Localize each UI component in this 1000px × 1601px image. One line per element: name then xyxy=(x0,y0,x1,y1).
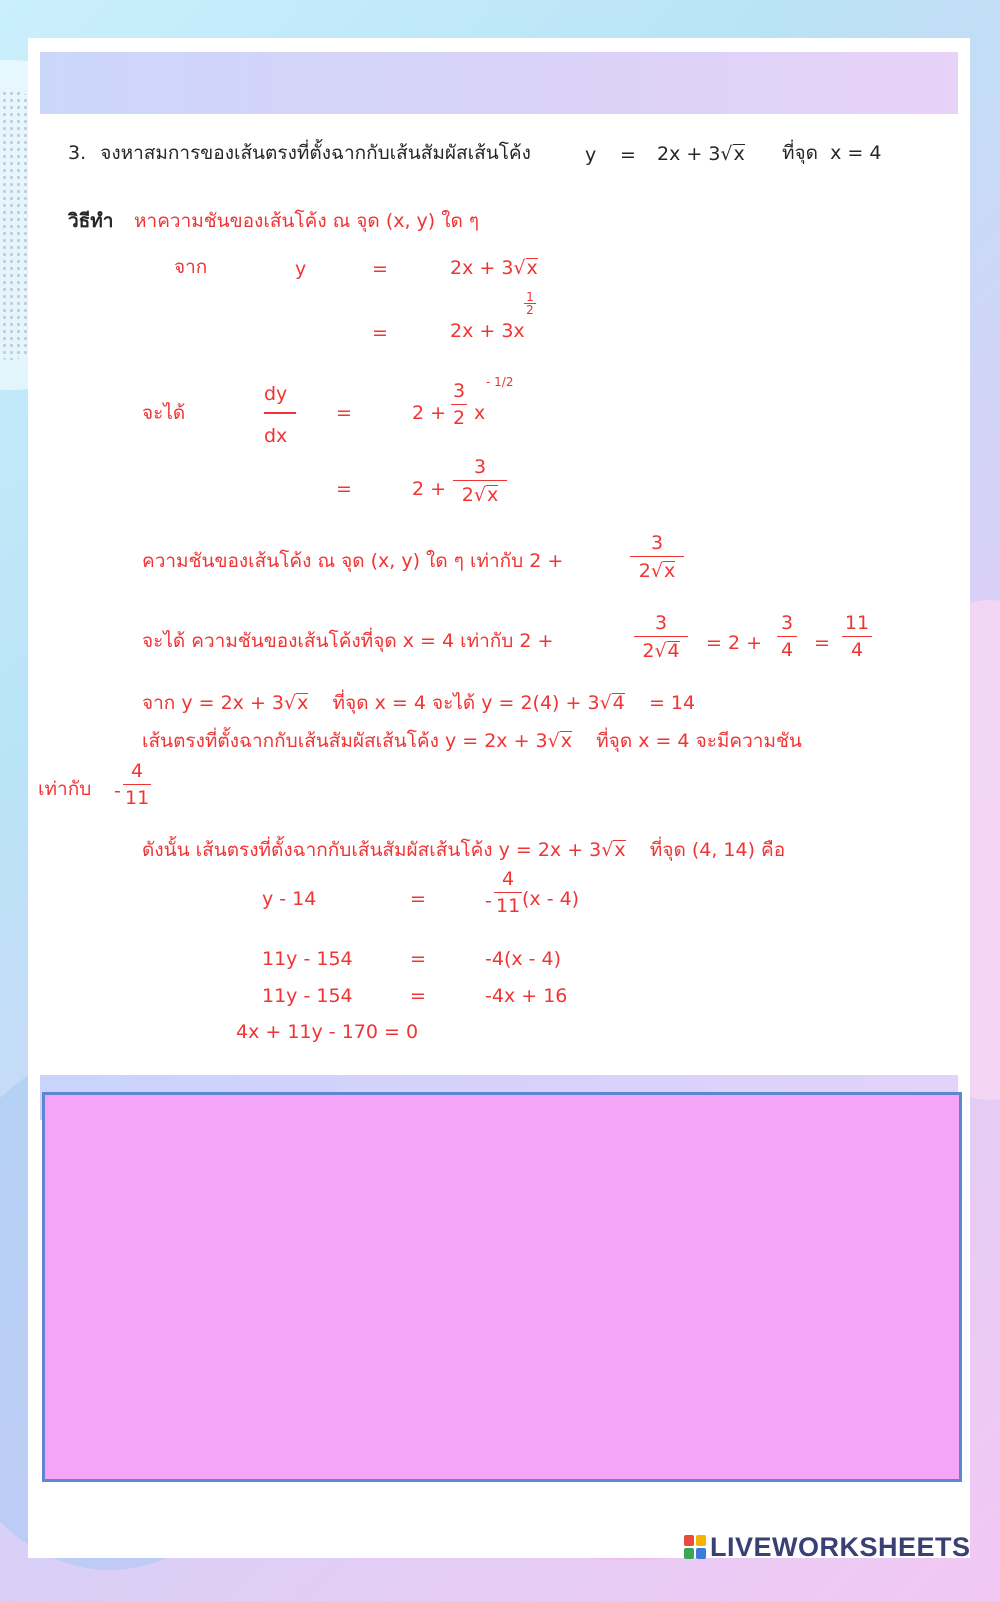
get-label: จะได้ xyxy=(142,402,186,424)
final-equation: 4x + 11y - 170 = 0 xyxy=(236,1021,419,1043)
step-2-lhs: 11y - 154 xyxy=(262,948,353,970)
eq-symbol: = xyxy=(410,948,426,970)
derivative-x: x xyxy=(474,402,486,424)
step-1-lhs: y - 14 xyxy=(262,888,317,910)
fraction-bar xyxy=(264,412,296,414)
derivative-dydx: dy dx xyxy=(264,383,288,447)
derivative-exponent: - 1/2 xyxy=(486,375,514,389)
slope-frac: $\frac{3}{2√x}$ xyxy=(630,534,684,581)
question-text: จงหาสมการของเส้นตรงที่ตั้งฉากกับเส้นสัมผัสเส้นโค้ง xyxy=(100,142,531,164)
slope-at-4-result: $\frac{11}{4}$ xyxy=(842,614,872,660)
derivative-frac: $\frac{3}{2}$ xyxy=(453,380,466,429)
perpendicular-line: เส้นตรงที่ตั้งฉากกับเส้นสัมผัสเส้นโค้ง y = 2x + 3√x ที่จุด x = 4 จะมีความชัน xyxy=(142,730,802,752)
step-3-rhs: -4x + 16 xyxy=(485,985,568,1007)
solution-label: วิธีทำ xyxy=(68,210,114,232)
from-label: จาก xyxy=(174,256,208,278)
slope-at-4-frac-2: $\frac{3}{4}$ xyxy=(777,614,797,660)
header-band xyxy=(40,52,958,114)
slope-statement: ความชันของเส้นโค้ง ณ จุด (x, y) ใด ๆ เท่ากับ 2 + xyxy=(142,550,564,572)
logo-text: LIVEWORKSHEETS xyxy=(710,1531,971,1562)
question-number: 3. xyxy=(68,142,87,164)
eq-symbol: = xyxy=(372,258,388,280)
step-1-frac: $\frac{4}{11}$ xyxy=(496,868,521,917)
question-eq: = xyxy=(620,144,636,166)
step-1-rest: (x - 4) xyxy=(522,888,580,910)
liveworksheets-logo xyxy=(684,1532,971,1562)
slope-at-4-eq: = 2 + xyxy=(706,632,763,654)
exponent-fraction: 1 2 xyxy=(524,291,536,316)
eq-symbol: = xyxy=(336,478,352,500)
logo-icon xyxy=(684,1535,706,1559)
slope-at-4-frac: $\frac{3}{2√4}$ xyxy=(634,614,688,661)
y-value-line: จาก y = 2x + 3√x ที่จุด x = 4 จะได้ y = 2(4) + 3√4 = 14 xyxy=(142,692,696,714)
perp-slope-frac: $\frac{4}{11}$ xyxy=(125,760,150,809)
slope-at-4-eq-2: = xyxy=(814,632,830,654)
derivative-lead: 2 + xyxy=(412,402,447,424)
question-y: y xyxy=(585,144,597,166)
step-3-lhs: 11y - 154 xyxy=(262,985,353,1007)
eq-symbol: = xyxy=(410,888,426,910)
question-line xyxy=(68,144,531,163)
derivative-frac-2: $\frac{3}{2√x}$ xyxy=(453,458,507,505)
perp-slope-sign: - xyxy=(114,780,121,802)
answer-drop-box[interactable] xyxy=(42,1092,962,1482)
therefore-line: ดังนั้น เส้นตรงที่ตั้งฉากกับเส้นสัมผัสเส้นโค้ง y = 2x + 3√x ที่จุด (4, 14) คือ xyxy=(142,839,786,861)
expr-line-1: 2x + 3√x xyxy=(450,257,538,279)
step-2-rhs: -4(x - 4) xyxy=(485,948,562,970)
y-symbol: y xyxy=(295,258,307,280)
derivative-lead-2: 2 + xyxy=(412,478,447,500)
question-point: ที่จุด x = 4 xyxy=(782,142,882,164)
expr-line-2: 2x + 3x xyxy=(450,320,525,342)
equal-to-label: เท่ากับ xyxy=(38,778,92,800)
solution-intro: หาความชันของเส้นโค้ง ณ จุด (x, y) ใด ๆ xyxy=(134,210,480,232)
eq-symbol: = xyxy=(410,985,426,1007)
eq-symbol: = xyxy=(372,322,388,344)
question-expr: 2x + 3√x xyxy=(657,143,745,165)
step-1-sign: - xyxy=(485,890,492,912)
slope-at-4-statement: จะได้ ความชันของเส้นโค้งที่จุด x = 4 เท่ากับ 2 + xyxy=(142,630,554,652)
eq-symbol: = xyxy=(336,402,352,424)
